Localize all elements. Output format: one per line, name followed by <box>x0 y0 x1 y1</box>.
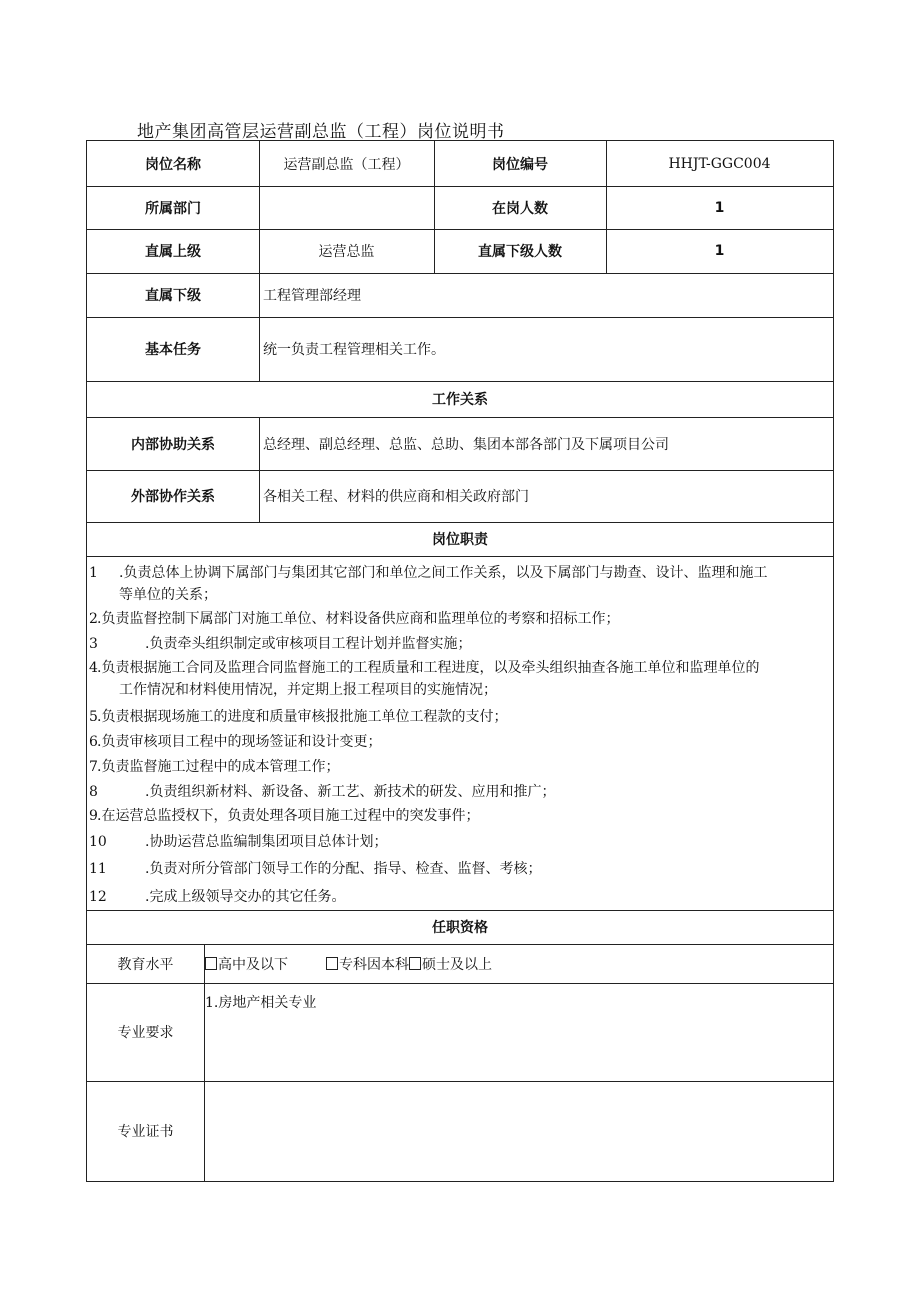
option-college: 专科因本科 <box>339 956 409 973</box>
section-header-duties: 岗位职责 <box>432 532 488 548</box>
label-position-name: 岗位名称 <box>145 156 201 173</box>
option-master: 硕士及以上 <box>422 956 492 973</box>
label-direct-superior: 直属上级 <box>145 244 201 260</box>
duty-number: 7 <box>89 759 98 775</box>
value-position-name: 运营副总监（工程） <box>283 156 410 173</box>
row-divider <box>87 556 833 557</box>
duty-number: 9 <box>89 808 98 824</box>
value-basic-task: 统一负责工程管理相关工作。 <box>263 342 445 358</box>
duty-text: .负责总体上协调下属部门与集团其它部门和单位之间工作关系，以及下属部门与勘查、设计、监理和施工 <box>119 565 768 581</box>
duty-number: 6 <box>89 734 98 750</box>
duty-text: .协助运营总监编制集团项目总体计划； <box>145 834 388 850</box>
value-headcount: 1 <box>714 199 725 216</box>
label-subordinate-count: 直属下级人数 <box>478 244 562 260</box>
duty-number: 4 <box>89 660 98 676</box>
option-high-school: 高中及以下 <box>218 956 288 973</box>
value-department <box>259 186 434 229</box>
duty-text: .负责监督施工过程中的成本管理工作； <box>97 759 340 775</box>
job-description-table <box>86 140 834 1182</box>
duty-text: .负责牵头组织制定或审核项目工程计划并监督实施； <box>145 636 472 652</box>
duty-number: 3 <box>89 636 98 652</box>
duty-text: .负责根据现场施工的进度和质量审核报批施工单位工程款的支付； <box>97 709 508 725</box>
label-major: 专业要求 <box>117 1025 174 1041</box>
label-basic-task: 基本任务 <box>145 342 201 358</box>
label-department: 所属部门 <box>145 200 201 217</box>
value-internal-relations: 总经理、副总经理、总监、总助、集团本部各部门及下属项目公司 <box>263 436 669 453</box>
value-direct-subordinate: 工程管理部经理 <box>263 288 361 304</box>
label-internal-relations: 内部协助关系 <box>131 436 215 453</box>
duty-text: .负责审核项目工程中的现场签证和设计变更； <box>97 734 382 750</box>
duty-text: .在运营总监授权下，负责处理各项目施工过程中的突发事件； <box>97 808 480 824</box>
label-position-code: 岗位编号 <box>492 156 548 173</box>
duty-text-continued: 工作情况和材料使用情况，并定期上报工程项目的实施情况； <box>119 682 497 698</box>
duty-number: 8 <box>89 784 98 800</box>
duty-number: 12 <box>89 889 107 905</box>
duty-number: 2 <box>89 611 98 627</box>
duty-number: 10 <box>89 834 107 850</box>
duty-text: .负责根据施工合同及监理合同监督施工的工程质量和工程进度，以及牵头组织抽查各施工单位和监理单位的 <box>97 660 760 676</box>
duty-number: 1 <box>89 565 98 581</box>
document-title: 地产集团高管层运营副总监（工程）岗位说明书 <box>137 122 505 142</box>
label-headcount: 在岗人数 <box>492 200 548 217</box>
value-major: 1.房地产相关专业 <box>205 995 317 1011</box>
checkbox-high-school[interactable] <box>205 957 217 970</box>
checkbox-master[interactable] <box>409 957 421 970</box>
value-position-code: HHJT-GGC004 <box>668 155 771 172</box>
checkbox-college[interactable] <box>326 957 338 970</box>
duty-text: .完成上级领导交办的其它任务。 <box>145 889 346 905</box>
value-external-relations: 各相关工程、材料的供应商和相关政府部门 <box>263 489 529 505</box>
duty-text: .负责对所分管部门领导工作的分配、指导、检查、监督、考核； <box>145 861 542 877</box>
duty-number: 11 <box>89 861 107 877</box>
section-header-qualification: 任职资格 <box>432 920 488 936</box>
duty-number: 5 <box>89 709 98 725</box>
duty-text: .负责监督控制下属部门对施工单位、材料设备供应商和监理单位的考察和招标工作； <box>97 611 620 627</box>
education-options <box>204 944 833 983</box>
label-direct-subordinate: 直属下级 <box>145 288 201 304</box>
section-header-relations: 工作关系 <box>432 392 488 408</box>
duty-text: .负责组织新材料、新设备、新工艺、新技术的研发、应用和推广； <box>145 784 556 800</box>
value-certificate <box>204 1081 833 1181</box>
label-certificate: 专业证书 <box>117 1124 174 1140</box>
duty-text-continued: 等单位的关系； <box>119 587 217 603</box>
label-external-relations: 外部协作关系 <box>131 489 215 505</box>
label-education: 教育水平 <box>117 956 174 973</box>
value-subordinate-count: 1 <box>714 243 725 259</box>
value-direct-superior: 运营总监 <box>318 244 375 260</box>
